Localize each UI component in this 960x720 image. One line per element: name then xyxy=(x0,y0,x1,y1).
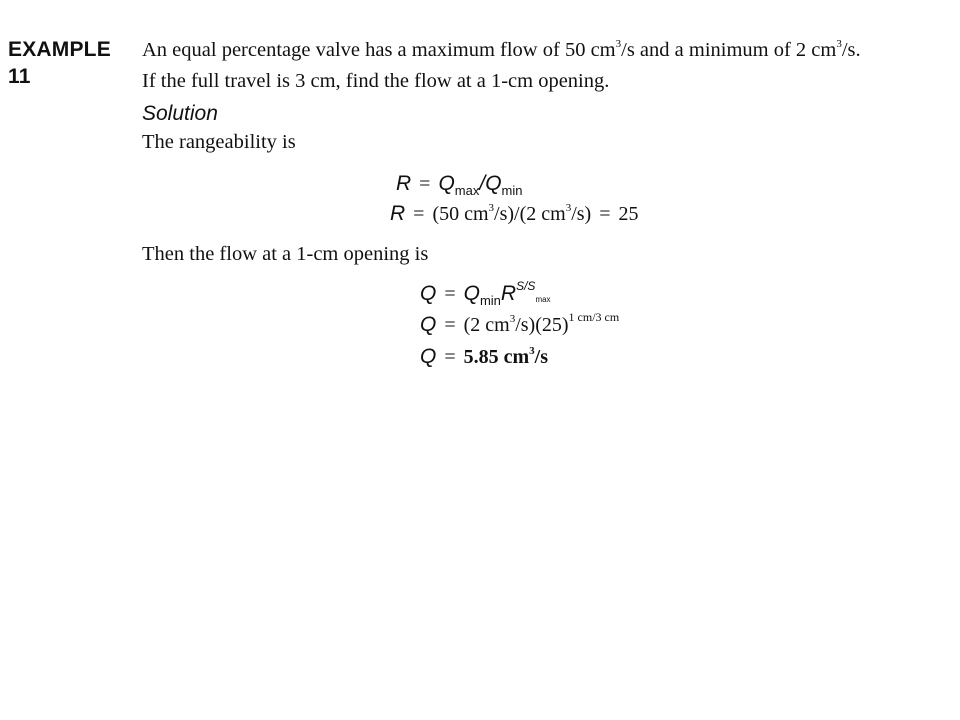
var-r: R xyxy=(396,172,412,195)
example-word: EXAMPLE xyxy=(8,38,111,61)
subscript-min: min xyxy=(501,183,523,198)
var-q: Q xyxy=(463,282,480,305)
var-q: Q xyxy=(438,172,455,195)
var-r: R xyxy=(500,282,517,305)
problem-line-2: If the full travel is 3 cm, find the flow at a 1-cm opening. xyxy=(142,70,610,92)
flow-result-value: 5.85 cm xyxy=(463,346,530,368)
var-q: Q xyxy=(420,345,437,368)
flow-result-unit: /s xyxy=(534,346,549,368)
equals-sign: = xyxy=(444,283,456,305)
exponent-s-over-smax: S/S xyxy=(516,279,536,293)
equation-rangeability-symbolic xyxy=(396,170,523,200)
solution-heading: Solution xyxy=(142,102,218,125)
problem-line-1-text-c: /s. xyxy=(841,39,861,61)
var-r: R xyxy=(390,202,406,225)
equals-sign: = xyxy=(599,203,611,225)
equation-flow-symbolic xyxy=(420,280,551,312)
example-number: 11 xyxy=(8,65,31,88)
flow-intro: Then the flow at a 1-cm opening is xyxy=(142,243,429,265)
var-q: Q xyxy=(485,172,502,195)
numeric-part-c: /s) xyxy=(571,203,592,225)
exponent-subscript-max: max xyxy=(535,295,551,304)
rangeability-intro: The rangeability is xyxy=(142,131,296,153)
numeric-part-a: (50 cm xyxy=(432,203,489,225)
numeric-part-a: (2 cm xyxy=(463,314,510,336)
cube-superscript: 3 xyxy=(615,38,622,50)
cube-superscript: 3 xyxy=(509,313,516,325)
equation-flow-numeric xyxy=(420,311,619,342)
problem-line-1-text-b: /s and a minimum of 2 cm xyxy=(621,39,837,61)
example-label xyxy=(8,36,111,90)
slash: / xyxy=(479,172,486,195)
var-q: Q xyxy=(420,282,437,305)
problem-line-1 xyxy=(142,36,861,67)
cube-superscript: 3 xyxy=(488,202,495,214)
cube-superscript: 3 xyxy=(836,38,842,50)
subscript-max: max xyxy=(454,183,480,198)
subscript-min: min xyxy=(479,293,501,308)
equals-sign: = xyxy=(444,314,456,336)
rangeability-result: 25 xyxy=(618,203,639,225)
equation-flow-result xyxy=(420,343,548,374)
cube-superscript: 3 xyxy=(565,202,572,214)
equals-sign: = xyxy=(444,346,456,368)
var-q: Q xyxy=(420,313,437,336)
problem-line-1-text-a: An equal percentage valve has a maximum flow of 50 cm xyxy=(142,39,616,61)
exponent-travel-ratio: 1 cm/3 cm xyxy=(568,310,620,324)
equation-rangeability-numeric xyxy=(390,200,638,231)
cube-superscript: 3 xyxy=(529,345,535,357)
equals-sign: = xyxy=(419,173,431,195)
problem-statement xyxy=(142,36,861,95)
numeric-part-b: /s)(25) xyxy=(515,314,569,336)
equals-sign: = xyxy=(413,203,425,225)
numeric-part-b: /s)/(2 cm xyxy=(494,203,566,225)
